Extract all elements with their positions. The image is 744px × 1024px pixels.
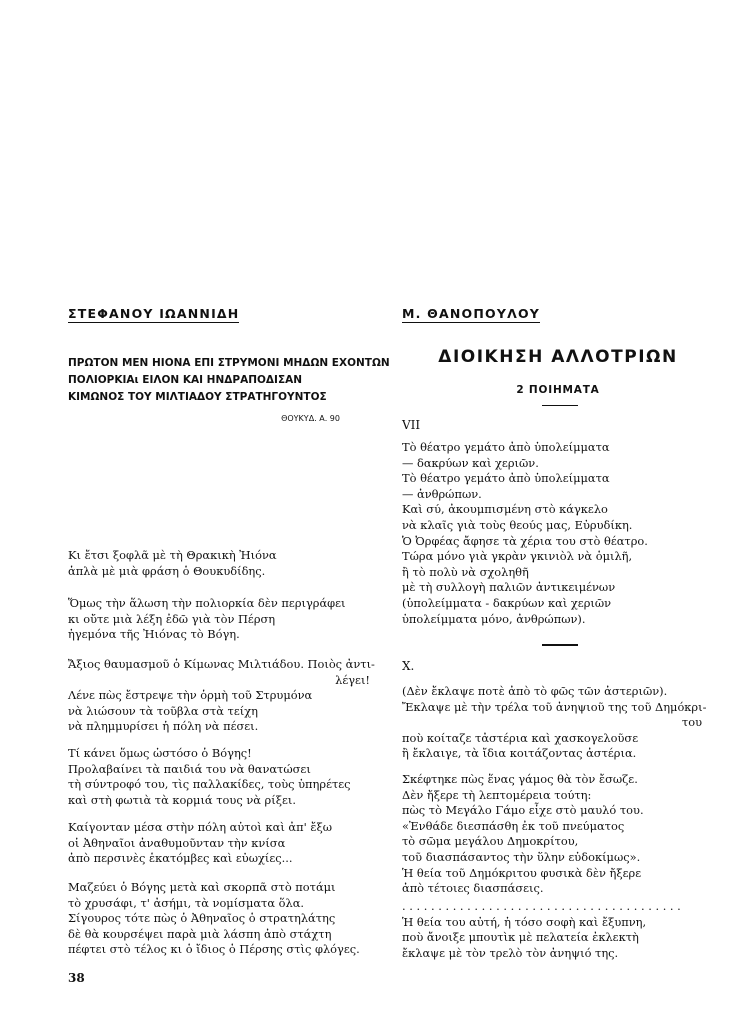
poem-line: Μαζεύει ὁ Βόγης μετὰ καὶ σκορπᾶ στὸ ποτάμι (68, 880, 336, 894)
poem-line: του (681, 715, 702, 730)
poem-line: τὴ σύντροφό του, τὶς παλλακίδες, τοὺς ὑπηρέτες (68, 777, 351, 792)
poem-line: ἡγεμόνα τῆς Ἠιόνας τὸ Βόγη. (68, 627, 240, 642)
left-stanza-3 (68, 657, 375, 735)
left-stanza-4 (68, 746, 351, 808)
poem-line: λέγει! (335, 672, 370, 687)
poem-line: Λένε πὼς ἔστρεψε τὴν ὁρμὴ τοῦ Στρυμόνα (68, 688, 313, 703)
poem-line: Καίγονταν μέσα στὴν πόλη αὐτοὶ καὶ ἀπ' ἔξω (68, 820, 333, 834)
left-stanza-2 (68, 596, 346, 643)
poem-line: Ἡ θεία του αὐτή, ἡ τόσο σοφὴ καὶ ἔξυπνη, (402, 914, 647, 929)
left-stanza-1 (68, 548, 277, 579)
poem-line: — δακρύων καὶ χεριῶν. (402, 455, 539, 470)
poem-line: ἀπὸ περσινὲς ἑκατόμβες καὶ εὐωχίες... (68, 851, 293, 866)
poem-line: Δὲν ἤξερε τὴ λεπτομέρεια τούτη: (402, 787, 592, 802)
poem-line: ἀπὸ τέτοιες διασπάσεις. (402, 881, 544, 896)
poem-x-stanza-3 (402, 899, 681, 961)
poem-x-stanza-2 (402, 772, 644, 897)
poem-line: Κι ἔτσι ξοφλᾶ μὲ τὴ Θρακικὴ Ἠιόνα (68, 548, 277, 562)
left-author-heading: ΣΤΕΦΑΝΟΥ ΙΩΑΝΝΙΔΗ (68, 306, 240, 321)
poem-line: ἔκλαψε μὲ τὸν τρελὸ τὸν ἀνηψιό της. (402, 945, 619, 960)
poem-line: Ὅμως τὴν ἅλωση τὴν πολιορκία δὲν περιγράφει (68, 596, 346, 610)
right-author-heading: Μ. ΘΑΝΟΠΟΥΛΟΥ (402, 306, 541, 321)
poem-line: νὰ λιώσουν τὰ τοῦβλα στὰ τείχη (68, 703, 258, 718)
poem-line: μὲ τὴ συλλογὴ παλιῶν ἀντικειμένων (402, 580, 616, 595)
poem-line: Τώρα μόνο γιὰ γκρὰν γκινιὸλ νὰ ὁμιλῆ, (402, 549, 633, 564)
epigraph-line: ΠΟΛΙΟΡΚΙΑι ΕΙΛΟΝ ΚΑΙ ΗΝΔΡΑΠΟΔΙΣΑΝ (68, 374, 303, 386)
section-divider (542, 644, 578, 646)
poem-line: πέφτει στὸ τέλος κι ὁ ἴδιος ὁ Πέρσης στὶς φλόγες. (68, 942, 360, 957)
poem-line: οἱ Ἀθηναῖοι ἀναθυμοῦνταν τὴν κνίσα (68, 835, 286, 850)
poem-number: X. (402, 659, 415, 673)
poem-line: ἁπλὰ μὲ μιὰ φράση ὁ Θουκυδίδης. (68, 563, 266, 578)
poem-line: Προλαβαίνει τὰ παιδιά του νὰ θανατώσει (68, 761, 311, 776)
poem-x-stanza-1 (402, 684, 707, 762)
poem-line: τὸ χρυσάφι, τ' ἀσήμι, τὰ νομίσματα ὅλα. (68, 895, 305, 910)
poem-number: VII (402, 418, 421, 432)
poem-line: ποὺ ἄνοιξε μπουτὶκ μὲ πελατεία ἐκλεκτὴ (402, 930, 639, 945)
page-number: 38 (68, 971, 85, 985)
poem-collection-subtitle: 2 ΠΟΙΗΜΑΤΑ (516, 384, 600, 396)
epigraph-source: ΘΟΥΚΥΔ. Α. 90 (281, 414, 340, 423)
poem-line: νὰ κλαῖς γιὰ τοὺς θεούς μας, Εὐρυδίκη. (402, 517, 633, 532)
poem-vii-text (402, 440, 648, 627)
poem-line: τοῦ διασπάσαντος τὴν ὕλην εὐδοκίμως». (402, 849, 641, 864)
left-stanza-6 (68, 880, 360, 958)
poem-collection-title: ΔΙΟΙΚΗΣΗ ΑΛΛΟΤΡΙΩΝ (438, 347, 678, 367)
poem-line: Τὸ θέατρο γεμάτο ἀπὸ ὑπολείμματα (402, 471, 610, 486)
epigraph-line: ΚΙΜΩΝΟΣ ΤΟΥ ΜΙΛΤΙΑΔΟΥ ΣΤΡΑΤΗΓΟΥΝΤΟΣ (68, 391, 327, 403)
subtitle-rule (542, 405, 578, 406)
poem-line: Ἡ θεία τοῦ Δημόκριτου φυσικὰ δὲν ἤξερε (402, 865, 642, 880)
poem-line: (Δὲν ἔκλαψε ποτὲ ἀπὸ τὸ φῶς τῶν ἀστεριῶν). (402, 684, 668, 698)
poem-line: Ὁ Ὀρφέας ἄφησε τὰ χέρια του στὸ θέατρο. (402, 533, 648, 548)
poem-line: κι οὔτε μιὰ λέξη ἐδῶ γιὰ τὸν Πέρση (68, 611, 276, 626)
poem-line: δὲ θὰ κουρσέψει παρὰ μιὰ λάσπη ἀπὸ στάχτη (68, 926, 332, 941)
poem-line: Ἔκλαψε μὲ τὴν τρέλα τοῦ ἀνηψιοῦ της τοῦ Δημόκρι- (402, 699, 707, 714)
poem-line: καὶ στὴ φωτιὰ τὰ κορμιά τους νὰ ρίξει. (68, 792, 296, 807)
poem-line: Τί κάνει ὅμως ὡστόσο ὁ Βόγης! (68, 746, 252, 760)
poem-line: ἢ τὸ πολὺ νὰ σχοληθῆ (402, 564, 529, 579)
poem-line: Σίγουρος τότε πὼς ὁ Ἀθηναῖος ὁ στρατηλάτης (68, 911, 336, 926)
epigraph-line: ΠΡΩΤΟΝ ΜΕΝ ΗΙΟΝΑ ΕΠΙ ΣΤΡΥΜΟΝΙ ΜΗΔΩΝ ΕΧΟΝΤΩΝ (68, 357, 390, 369)
poem-line: τὸ σῶμα μεγάλου Δημοκρίτου, (402, 834, 579, 849)
poem-line: ποὺ κοίταζε τἀστέρια καὶ χασκογελοῦσε (402, 730, 639, 745)
poem-line: ὑπολείμματα μόνο, ἀνθρώπων). (402, 611, 586, 626)
ellipsis-line: . . . . . . . . . . . . . . . . . . . . . . . . . . . . . . . . . . . . . . . (402, 899, 681, 913)
poem-line: Σκέφτηκε πὼς ἕνας γάμος θὰ τὸν ἔσωζε. (402, 772, 638, 786)
poem-line: ἢ ἔκλαιγε, τὰ ἴδια κοιτάζοντας ἀστέρια. (402, 746, 637, 761)
poem-line: «Ἐνθάδε διεσπάσθη ἐκ τοῦ πνεύματος (402, 818, 625, 833)
left-stanza-5 (68, 820, 332, 867)
poem-line: Καὶ σύ, ἀκουμπισμένη στὸ κάγκελο (402, 502, 608, 517)
epigraph (68, 355, 390, 406)
poem-line: (ὑπολείμματα - δακρύων καὶ χεριῶν (402, 595, 612, 610)
poem-line: Τὸ θέατρο γεμάτο ἀπὸ ὑπολείμματα (402, 440, 610, 454)
poem-line: — ἀνθρώπων. (402, 486, 482, 501)
poem-line: Ἄξιος θαυμασμοῦ ὁ Κίμωνας Μιλτιάδου. Ποιὸς ἀντι- (68, 657, 375, 671)
poem-line: πὼς τὸ Μεγάλο Γάμο εἶχε στὸ μαυλό του. (402, 803, 644, 818)
poem-line: νὰ πλημμυρίσει ἡ πόλη νὰ πέσει. (68, 719, 259, 734)
